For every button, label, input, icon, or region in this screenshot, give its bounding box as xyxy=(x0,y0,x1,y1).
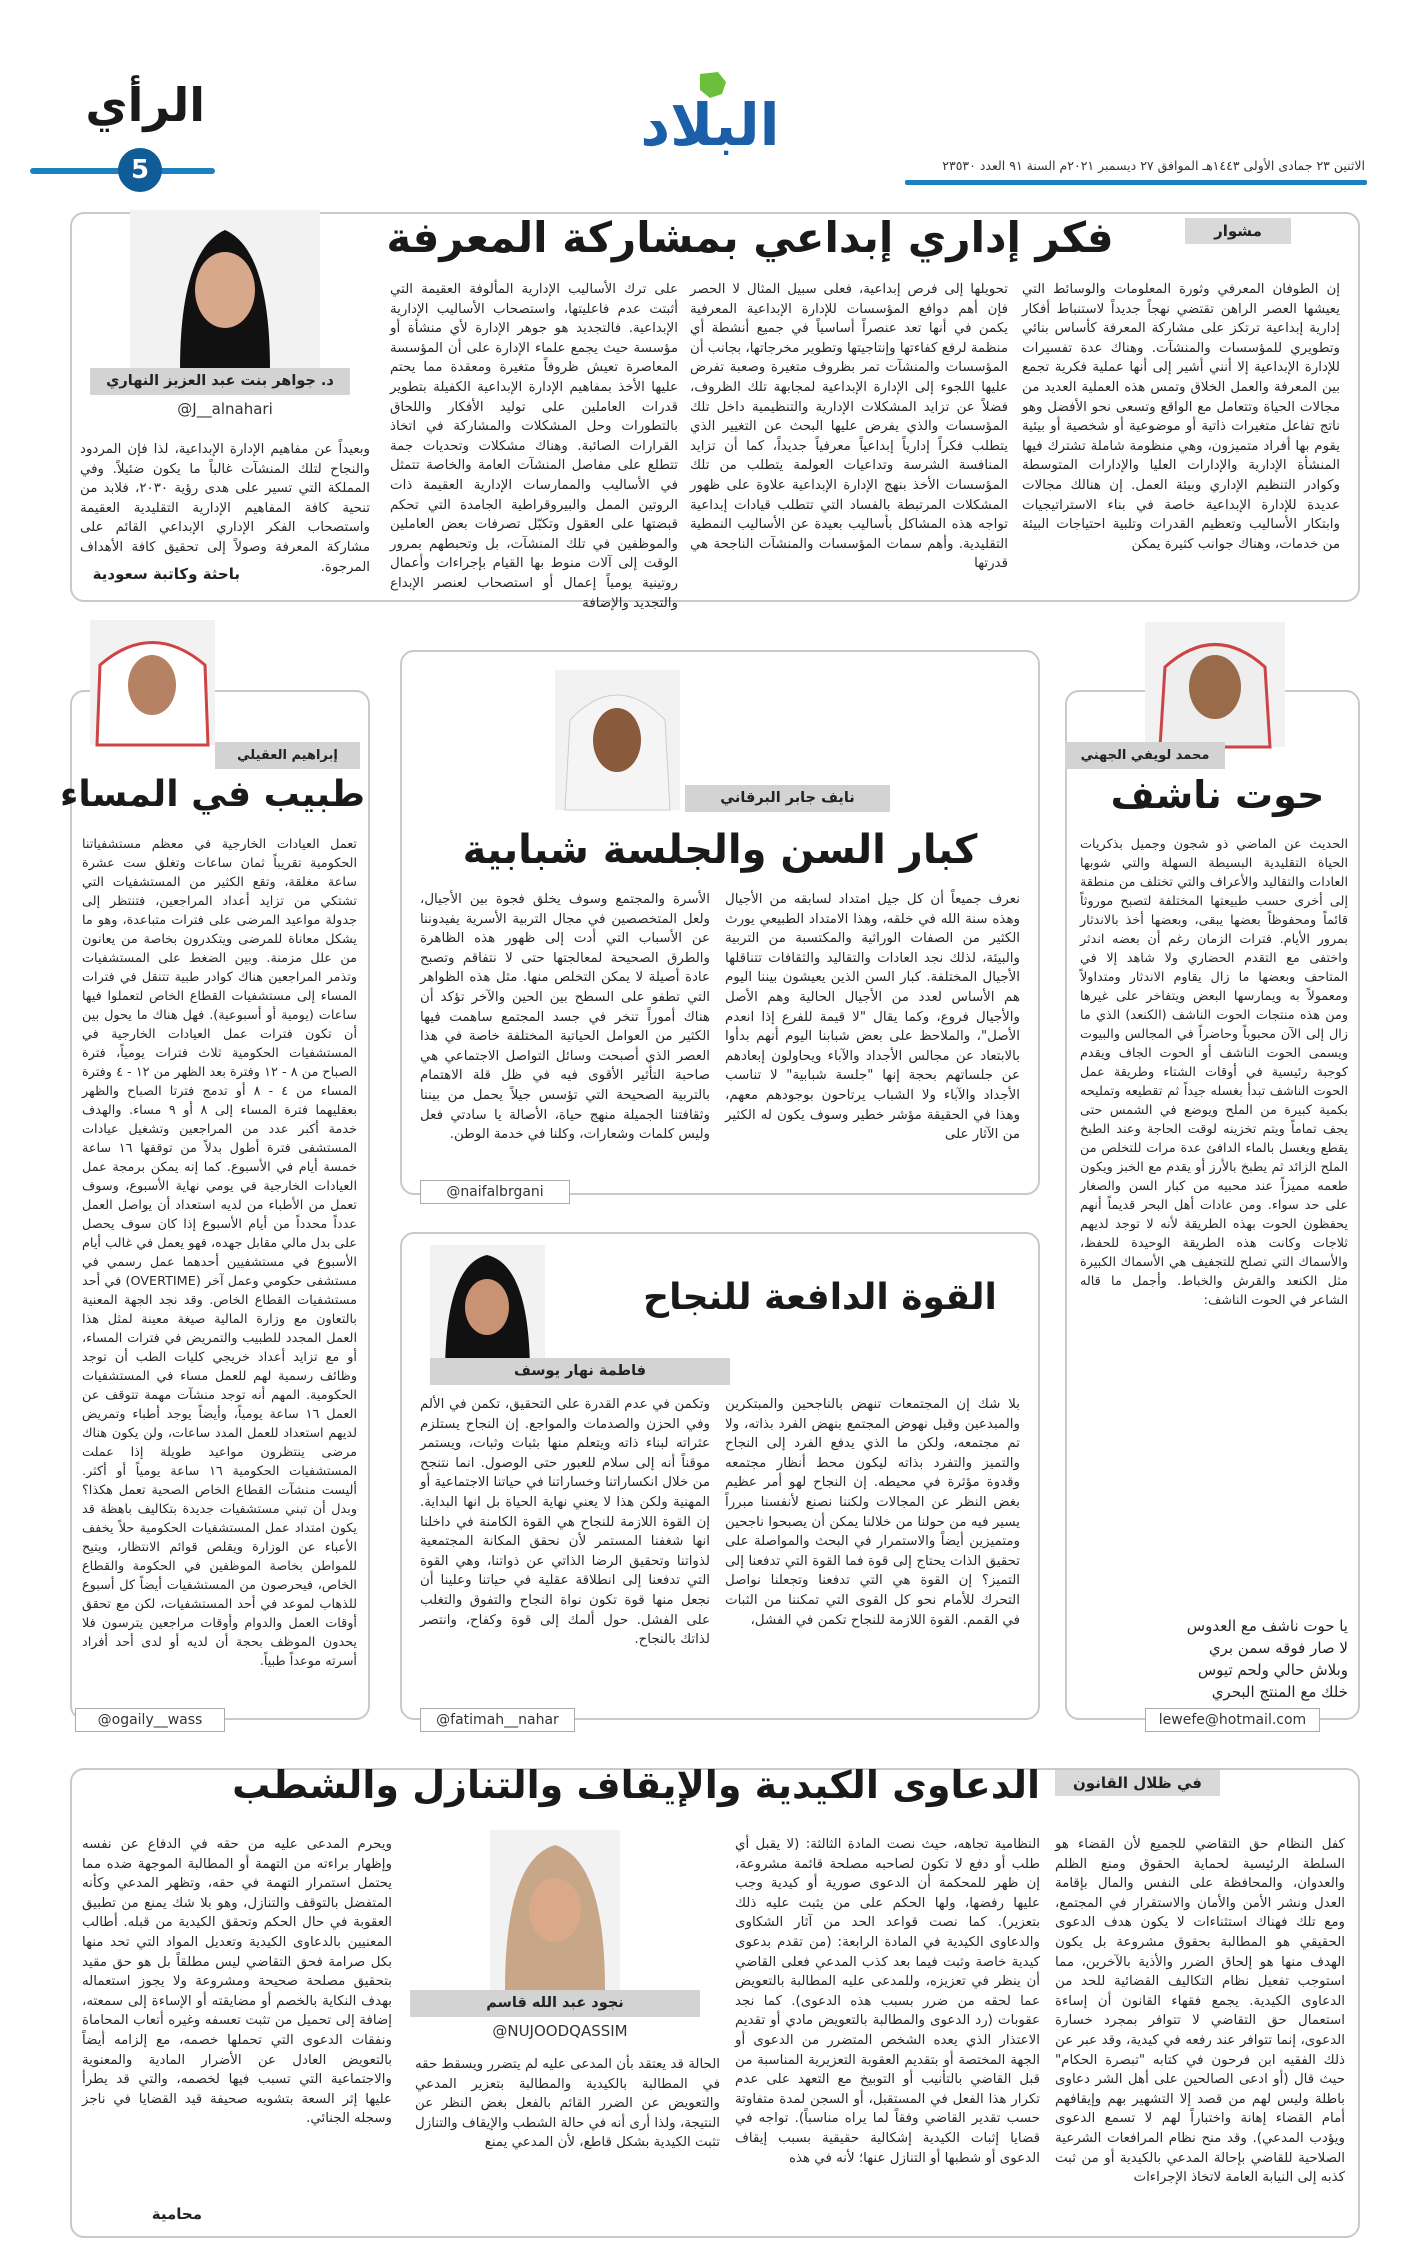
article-headline: الدعاوى الكيدية والإيقاف والتنازل والشطب xyxy=(232,1763,1040,1807)
article-column: وبعيداً عن مفاهيم الإدارة الإبداعية، لذا فإن المردود والنجاح لتلك المنشآت غالباً ما يكون ضئيلاً. وفي المملكة التي تسير على هدى رؤية ٢٠٣٠، فلابد من تنحية كافة المفاهيم الإدارية التقليدية العقيمة واستصحاب الفكر الإداري الإبداعي القائم على مشاركة المعرفة وصولاً إلى تحقيق كافة الأهداف المرجوة. xyxy=(80,442,370,575)
author-name: إبراهيم العقيلي xyxy=(215,742,360,769)
author-photo xyxy=(90,620,215,745)
article-headline: القوة الدافعة للنجاح xyxy=(643,1277,997,1318)
article-column: الحالة قد يعتقد بأن المدعى عليه لم يتضرر ويسقط حقه في المطالبة بالكيدية والمطالبة بتعزير المدعي والتعويض عن الضرر القائم بالفعل بغض النظر عن النتيجة، ولذا أرى أنه في حالة الشطب والإيقاف والتنازل تثبت الكيدية بشكل قاطع، لأن المدعي يمنع xyxy=(415,2057,720,2151)
author-photo xyxy=(430,1245,545,1375)
article-column: ويحرم المدعى عليه من حقه في الدفاع عن نفسه وإظهار براءته من التهمة أو المطالبة الموجهة ضده مما يحتمل استمرار التهمة في حقه، وتظهر المدعي وكأنه المتفضل بالتوقف والتنازل، وهو بلا شك يمنع من تطبيق العقوبة في حال الحكم وتحقق الكيدية من قبله. أطالب المعنيين بالدعاوى الكيدية وتعديل المواد التي تحد منها بكل صرامة فحق التقاضي ليس مطلقاً بل هو حق مقيد بتحقيق مصلحة صحيحة ومشروعة ولا يجوز استعماله بهدف النكاية بالخصم أو مضايقته أو الإساءة إلى سمعته، إضافة إلى تحميل من تثبت تعسفه وغيره أتعاب المحاماة ونفقات الدعوى التي تحملها خصمه، مع إلزامه أيضاً بالتعويض العادل عن الأضرار المادية والمعنوية والاجتماعية التي تسبب فيها لخصمه، والتي قد يطرأ عليها إثر السعة بتشويه صحيفة قيد القضايا في ناجز وسجله الجنائي. xyxy=(82,1837,392,2127)
article-tag: مشوار xyxy=(1185,218,1291,244)
author-name: د. جواهر بنت عبد العزيز النهاري xyxy=(90,368,350,395)
date-line: الاثنين ٢٣ جمادى الأولى ١٤٤٣هـ الموافق ٢٧ ديسمبر ٢٠٢١م السنة ٩١ العدد ٢٣٥٣٠ xyxy=(942,158,1365,173)
article-column: وتكمن في عدم القدرة على التحقيق، تكمن في الألم وفي الحزن والصدمات والمواجع. إن النجاح يستلزم عثراته لبناء ذاته ويتعلم منها بثبات وثبات، ويستمر موقناً أنه إلى سلام للعبور حتى الوصول. انما نتنجح من خلال انكساراتنا وخساراتنا في حياتنا الاجتماعية أو المهنية ولكن هذا لا يعني نهاية الحياة بل انها البداية. إن القوة اللازمة للنجاح هي القوة الكامنة في داخلنا انها شغفنا المستمر لأن نحقق المكانة المجتمعية لذواتنا وتحقيق الرضا الذاتي عن ذواتنا، وهي القوة التي تدفعنا إلى انطلاقة عقلية في حياتنا وعلينا أن نجعل منها قوة تكون نواة النجاح والتفوق والتغلب على الفشل. حول ألمك إلى قوة وكفاح، وانتصر لذاتك بالنجاح. xyxy=(420,1397,710,1648)
article-column: بلا شك إن المجتمعات تنهض بالناجحين والمبتكرين والمبدعين وقبل نهوض المجتمع بنهض الفرد بذاته، ولا تم مجتمعه، ولكن ما الذي يدفع الفرد إلى النجاح والتميز والتفرد بذاته ليكون محط أنظار مجتمعه وقدوة مؤثرة في محيطه. إن النجاح لهو أمر عظيم بغض النظر عن المجالات ولكننا نصنع لأنفسنا مبرراً يسير فيه من حولنا من خلالنا يمكن أن يصبحوا ناجحين ومتميزين أيضاً والاستمرار في البحث والمواصلة على تحقيق الذات يحتاج إلى قوة فما القوة التي تدفعنا إلى التميز؟ إن القوة هي التي تدفعنا وتجعلنا نواصل التحرك للأمام نحو كل القوى التي تمكننا من الثبات في القمم. القوة اللازمة للنجاح تكمن في الفشل، xyxy=(725,1397,1020,1628)
author-title: باحثة وكاتبة سعودية xyxy=(92,565,240,583)
article-headline: فكر إداري إبداعي بمشاركة المعرفة xyxy=(386,213,1114,262)
article-column: الحديث عن الماضي ذو شجون وجميل بذكريات الحياة التقليدية البسيطة السهلة والتي شوبها العادات والتقاليد والأعراف والتي تختلف من منطقة إلى أخرى حسب طبيعتها المختلفة لتصبح موروثاً قائماً ومحفوظاً بعضها يبقى، وبعضها أخذ بالاندثار بمرور الأيام. فترات الزمان رغم أن بعضه اندثر واختفى مع التقدم الحضاري ولا شاهد إلا في المتاحف وبعضها ما زال يقاوم الاندثار ومتداولاً ومعمولاً به ويمارسها البعض ويتفاخر على غيرها ومن هذه منتجات الحوت الناشف (الكنعد) الذي ما زال إلى الآن محبوباً وحاضراً في المجالس والبيوت ويسمى الحوت الناشف أو الحوت الجاف ويقدم كوجبة رئيسية في أوقات الشتاء وطريقة عمل الحوت الناشف تبدأ بغسله جيداً ثم تقطيعه وتمليحه بكمية كبيرة من الملح ويوضع في الشمس حتى يجف تماماً ويتم تخزينه لوقت الحاجة وعند الطبخ يقطع ويغسل بالماء الدافئ عدة مرات للتخلص من الملح الزائد ثم يطبخ بالأرز أو يقدم مع الخبز ويكون طعمه مميزاً عند محبيه من كبار السن والصغار على حد سواء. ومن عادات أهل البحر قديماً أنهم يحفظون الحوت بهذه الطريقة لأنه لا توجد لديهم ثلاجات وكانت هذه الطريقة الوحيدة للحفظ، والأسماك التي تصلح للتجفيف هي الأسماك الكبيرة مثل الكنعد والقرش والخباط. وأجمل ما قاله الشاعر في الحوت الناشف: xyxy=(1080,837,1348,1308)
author-name: فاطمة نهار يوسف xyxy=(430,1358,730,1385)
author-photo xyxy=(490,1830,620,1990)
author-handle: @NUJOODQASSIM xyxy=(492,2022,628,2040)
author-name: نايف جابر البرقاني xyxy=(685,785,890,812)
author-handle: @ogaily__wass xyxy=(75,1708,225,1732)
author-photo xyxy=(1145,622,1285,747)
author-name: نجود عبد الله قاسم xyxy=(410,1990,700,2017)
logo xyxy=(640,68,780,168)
author-title: محامية xyxy=(151,2205,202,2223)
article-headline: حوت ناشف xyxy=(1110,773,1325,817)
author-photo xyxy=(555,670,680,810)
poem: يا حوت ناشف مع العدوس لا صار فوقه سمن بري وبلاش حالي ولحم تيوس خلك مع المنتج البحري xyxy=(1186,1617,1348,1701)
article-column: على ترك الأساليب الإدارية المألوفة العقيمة التي أثبتت عدم فاعليتها، واستصحاب الأساليب الإدارية الإبداعية. فالتجديد هو جوهر الإدارة لأي منشأة أو مؤسسة حيث يجمع علماء الإدارة على أن المؤسسة المعاصرة تعيش ظروفاً متغيرة ومعقدة مما يحتم عليها الأخذ بمفاهيم الإدارة الإبداعية الكفيلة بتطوير قدرات العاملين على توليد الأفكار واللحاق بالتطورات وحل المشكلات والمشاركة في اتخاذ القرارات الصائبة. وهناك مشكلات وتحديات جمة تتطلع على مفاصل المنشآت العامة والخاصة تتمثل في الأساليب والممارسات الإدارية العقيمة ذات الروتين الممل والبيروقراطية الجامدة التي تحكم قبضتها على العقول وتكبّل تصرفات بعض العاملين والموظفين في تلك المنشآت، بل وتحبطهم بمرور الوقت إلى آلات منوط بها القيام بإجراءات وأعمال روتينية يومياً إعمال أو استصحاب لعنصر الإبداع والتجديد والإضافة xyxy=(390,282,678,611)
author-handle: @naifalbrgani xyxy=(420,1180,570,1204)
article-column: تحويلها إلى فرص إبداعية، فعلى سبيل المثال لا الحصر فإن أهم دوافع المؤسسات للإدارة الإبداعية المعرفية يكمن في أنها تعد عنصراً أساسياً في جميع أنشطة أي منظمة لرفع كفاءتها وإنتاجيتها وتطوير مخرجاتها، بجانب أن المؤسسات والمنشآت تمر بظروف متغيرة وصعبة تفرض عليها اللجوء إلى الإدارة الإبداعية لمجابهة تلك الظروف، فضلاً عن تزايد المشكلات الإدارية والتنظيمية داخل تلك المؤسسات والذي يفرض عليها البحث عن التغيير الذي يتطلب فكراً إدارياً إبداعياً معرفياً جديداً، كما أن تزايد المنافسة الشرسة وتداعيات العولمة يتطلب من تلك المؤسسات الأخذ بنهج الإدارة الإبداعية علاوة على ظهور المشكلات المرتبطة بالفساد التي تتطلب قيادات إبداعية تواجه هذه المشاكل بأساليب بعيدة عن الأساليب النمطية التقليدية. وأهم سمات المؤسسات والمنشآت الناجحة هي قدرتها xyxy=(689,282,1008,572)
article-column: تعمل العيادات الخارجية في معظم مستشفياتنا الحكومية تقريباً ثمان ساعات وتغلق ست عشرة ساعة مغلقة، وتقع الكثير من المستشفيات التي تشتكي من تزايد أعداد المراجعين، فتنتظر إلى جدولة مواعيد المرضى على فترات متباعدة، وهو ما يشكل معاناة للمرضى ويتكدرون بخاصة من يعانون من علل مزمنة. وبين الضغط على المستشفيات وتذمر المراجعين هناك كوادر طبية تتنقل في فترات المساء إلى مستشفيات القطاع الخاص لتعملوا فيها ساعات (يومية أو أسبوعية). فهل هناك ما يحول بين أن تكون فترات عمل العيادات الخارجية في المستشفيات الحكومية ثلاث فترات يومياً، فترة الصباح من ٨ - ١٢ وفترة بعد الظهر من ١٢ - ٤ وفترة المساء من ٤ - ٨ أو تدمج فترتا الصباح والظهر بعقليهما فترة المساء إلى ٨ أو ٩ مساء. والهدف خدمة أكبر عدد من المراجعين وتشغيل عيادات المستشفى فترة أطول بدلاً من توقفها ١٦ ساعة خمسة أيام في الأسبوع. كما إنه يمكن برمجة عمل العيادات الخارجية في يومي نهاية الأسبوع، وسوف تعمل من الأطباء من لديه استعداد أن يواصل العمل عدداً محدداً من أيام الأسبوع إذا كان سوف يحصل على بدل مالي مقابل جهده، فهو يعمل في غالب أيام الأسبوع في مستشفيين أحدهما عمل رسمي في مستشفى حكومي وعمل آخر (OVERTIME) في أحد مستشفيات القطاع الخاص. وقد نجد الجهة المعنية بالتعاون مع وزارة المالية صيغة معينة لمثل هذا العمل المجدد للطبيب والتمريض في فترات المساء، أو مع تزايد أعداد خريجي كليات الطب أن توجد وظائف رسمية لهم للعمل مساء في المستشفيات الحكومية. المهم أنه توجد منشآت مهمة تتوقف عن العمل ١٦ ساعة يومياً، وأيضاً يوجد أطباء وتمريض لديهم استعداد للعمل المدد ساعات، ولن يكون هناك مرضى ينتظرون مواعيد طويلة إذا عملت المستشفيات الحكومية ١٦ ساعة يومياً أو أكثر. أليست منشآت القطاع الخاص الصحية تعمل هكذا؟ وبدل أن تبني مستشفيات جديدة بتكاليف باهظة قد يكون امتداد عمل المستشفيات الحكومية حلاً يخفف الأعباء عن الوزارة ويقلص قوائم الانتظار، ويتيح للمواطن بخاصة الموظفين في الحكومة والقطاع الخاص، فيحرصون من المستشفيات أيضاً كل أسبوع للذهاب لموعد في أحد المستشفيات، لكن مع تحقق أوقات العمل والدوام وأوقات مراجعين يترسون فلا يحدون الموظف بحجة أن لديه أو لدى أحد أفراد أسرته موعداً طبياً. xyxy=(82,837,358,1669)
article-column: نعرف جميعاً أن كل جيل امتداد لسابقه من الأجيال وهذه سنة الله في خلقه، وهذا الامتداد الطبيعي يورث الكثير من الصفات الوراثية والمكتسبة من التربية والبيئة، لذلك نجد العادات والتقاليد والثقافات تتناقلها الأجيال المختلفة. كبار السن الذين يعيشون بيننا اليوم هم الأساس لعدد من الأجيال الحالية وهم الأصل والأجيال فروع، وكما يقال "لا قيمة للفرع إذا انعدم الأصل"، والملاحظ على بعض شبابنا اليوم أنهم بدأوا بالابتعاد عن مجالس الأجداد والآباء ويحاولون إبعادهم عن جلساتهم بحجة إنها "جلسة شبابية" لا تناسب الأجداد والآباء ولا الشباب يرتاحون بوجودهم معهم، وهذا في الحقيقة مؤشر خطير وسوف يكون له الكثير من الآثار على xyxy=(725,892,1020,1143)
section-title: الرأي xyxy=(85,78,205,132)
author-handle: lewefe@hotmail.com xyxy=(1145,1708,1320,1732)
article-column: الأسرة والمجتمع وسوف يخلق فجوة بين الأجيال، ولعل المتخصصين في مجال التربية الأسرية يفيدوننا عن الأسباب التي أدت إلى ظهور هذه الظاهرة والطرق الصحيحة لمعالجتها حتى لا نتفاقم وتصبح عادة أصيلة لا يمكن التخلص منها. مثل هذه الظواهر التي تطفو على السطح بين الحين والآخر تؤكد أن هناك أموراً تنخر في جسد المجتمع ساهمت فيها الكثير من العوامل الحياتية المختلفة خاصة في هذا العصر الذي أصبحت وسائل التواصل الاجتماعي هي صاحبة التأثير الأقوى فيه في ظل قلة الاهتمام بالتربية الصحيحة التي تؤسس جيلاً يحمل من بيننا وثقافتنا الجميلة منهج حياة، الأصالة يا سادتي فعل وليس كلمات وشعارات، وكلنا في خدمة الوطن. xyxy=(420,892,710,1143)
article-headline: كبار السن والجلسة شبابية xyxy=(462,827,978,873)
article-headline: طبيب في المساء xyxy=(59,774,365,815)
article-column: كفل النظام حق التقاضي للجميع لأن القضاء هو السلطة الرئيسية لحماية الحقوق ومنع الظلم والعدوان، والمحافظة على النفس والمال بإقامة العدل ونشر الأمن والأمان والاستقرار في المجتمع، ومع تلك فهناك استثناءات لا يكون هدف الدعوى الحقيقي هو المطالبة بحقوق مشروعة بل يكون الهدف منها هو إلحاق الضرر والأذية بالآخرين، مما استوجب تفعيل نظام التكاليف القضائية للحد من الدعاوى الكيدية. يجمع فقهاء القانون أن إساءة استعمال حق التقاضي لا تتوافر بمجرد خسارة الدعوى، إنما تتوافر عند رفعه في كيدية، وقد عبر عن ذلك الفقيه ابن فرحون في كتابه "تبصرة الحكام" حيث قال (أو ادعى الصالحين على أهل الشر دعاوى باطلة وليس لهم من قصد إلا التشهير بهم وإيقافهم أمام القضاء إهانة واختباراً لهم لا تسمع الدعوى ويؤدب المدعي). وقد منح نظام المرافعات الشرعية الصلاحية للقاضي بإحالة المدعي بالكيدية أو من ثبت كذبه إلى النيابة العامة لاتخاذ الإجراءات xyxy=(1055,1837,1345,2186)
author-handle: @fatimah__nahar xyxy=(420,1708,575,1732)
author-handle: @J__alnahari xyxy=(177,400,273,418)
page-number-badge xyxy=(118,148,162,192)
date-line-rule xyxy=(905,180,1367,185)
article-column: إن الطوفان المعرفي وثورة المعلومات والوسائط التي يعيشها العصر الراهن تقتضي نهجاً جديداً لاستنباط أفكار إدارية إبداعية ترتكز على مشاركة المعرفة كأساس بنائي وتطويري للمؤسسات والمنشآت. وهناك عدة تفسيرات للإدارة الإبداعية إلا أنني أشير إلى أنها عملية فكرية تجمع بين المعرفة والعمل الخلاق وتمس هذه العملية العديد من مجالات الحياة وتتعامل مع الواقع وتسعى نحو الأفضل وهو ناتج تفاعل متغيرات ذاتية أو موضوعية أو شخصية أو بيئية يقوم بها أفراد متميزون، وهي منظومة شاملة تشترك فيها المنشأة الإدارية والإدارات العليا والإدارات المتوسطة وكوادر التنظيم الإداري وبيئة العمل. إن هنالك مجالات عديدة للإدارة الإبداعية خاصة في بناء الاستراتيجيات وابتكار الأساليب وتعظيم القدرات وتلبية احتياجات البيئة من خدمات، وهناك جوانب كثيرة يمكن xyxy=(1022,282,1340,552)
logo-text: البلاد xyxy=(640,91,780,159)
author-photo xyxy=(130,210,320,370)
article-column: النظامية تجاهه، حيث نصت المادة الثالثة: (لا يقبل أي طلب أو دفع لا تكون لصاحبه مصلحة قائمة مشروعة، إن ظهر للمحكمة أن الدعوى صورية أو كيدية وجب عليها رفضها، ولها الحكم على من يثبت عليه ذلك بتعزير). كما نصت قواعد الحد من آثار الشكاوى والدعاوى الكيدية في المادة الرابعة: (من تقدم بدعوى كيدية خاصة وثبت فيما بعد كذب المدعي فعلى القاضي أن ينظر في تعزيزه، وللمدعى عليه المطالبة بالتعويض عما لحقه من ضرر بسبب هذه الدعوى). كما نجد عقوبات (رد الدعوى والمطالبة بالتعويض مادي أو تقديم الاعتذار الذي يعده الشخص المتضرر من الدعوى أو الجهة المختصة أو بتقديم العقوبة التعزيرية المناسبة من قبل القاضي بالتأنيب أو التوبيخ مع التعهد على عدم تكرار هذا الفعل في المستقبل، أو السجن لمدة متفاوتة حسب تقدير القاضي وفقاً لما يراه مناسباً). تواجه في قضايا إثبات الكيدية إشكالية حقيقية بسبب إيقاف الدعوى أو شطبها أو التنازل عنها؛ لأنه في هذه xyxy=(735,1837,1040,2166)
page-number: 5 xyxy=(130,155,150,185)
article-tag: في ظلال القانون xyxy=(1055,1770,1220,1796)
author-name: محمد لويفي الجهني xyxy=(1065,742,1225,769)
